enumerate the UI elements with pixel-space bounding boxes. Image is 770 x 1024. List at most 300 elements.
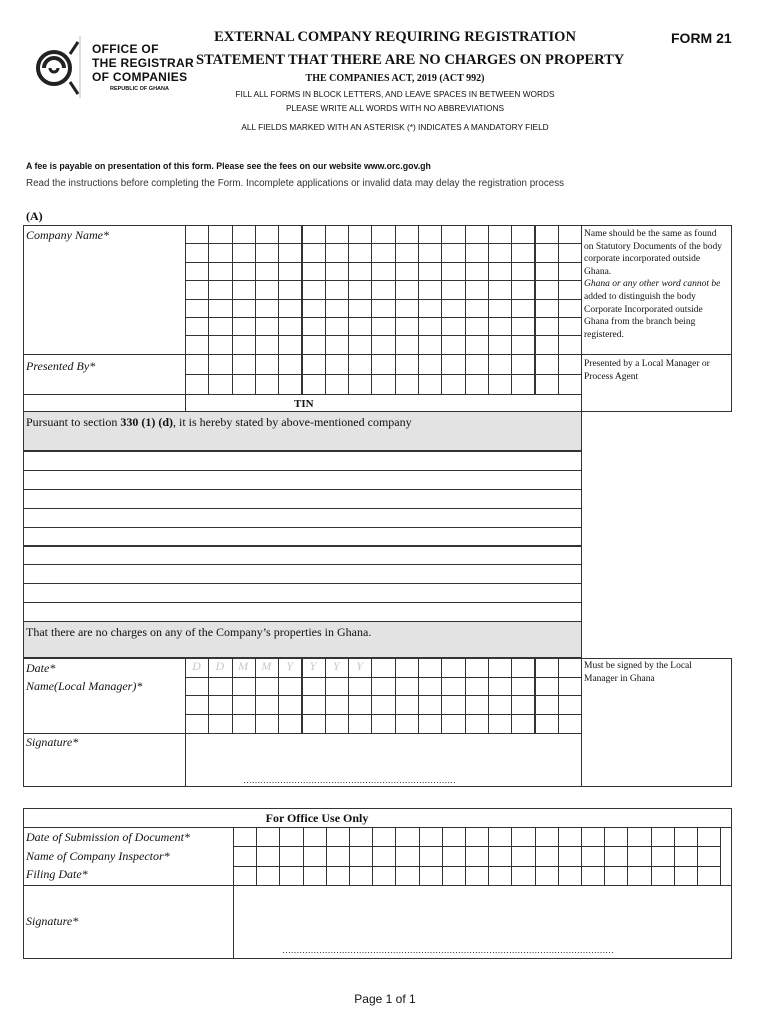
office-use-cell[interactable]: [651, 846, 675, 866]
company-name-cell[interactable]: [535, 335, 559, 354]
company-name-cell[interactable]: [465, 243, 489, 262]
company-name-cell[interactable]: [371, 299, 395, 318]
date-name-cell[interactable]: [511, 658, 535, 678]
date-placeholder: Y: [332, 659, 340, 673]
office-use-cell[interactable]: [256, 827, 280, 847]
date-name-cell[interactable]: [278, 677, 302, 697]
presented-by-cell[interactable]: [255, 374, 279, 395]
company-name-cell[interactable]: [232, 243, 256, 262]
company-name-cell[interactable]: [418, 225, 442, 244]
company-name-cell[interactable]: [371, 243, 395, 262]
presented-by-cell[interactable]: [535, 374, 559, 395]
office-use-cell[interactable]: [256, 846, 280, 866]
office-use-cell[interactable]: [372, 866, 396, 886]
company-name-cell[interactable]: [488, 299, 512, 318]
presented-by-cell[interactable]: [441, 354, 465, 375]
company-name-cell[interactable]: [535, 225, 559, 244]
office-use-cell[interactable]: [558, 827, 582, 847]
office-use-cell[interactable]: [465, 866, 489, 886]
date-name-cell[interactable]: [232, 714, 256, 734]
date-name-cell[interactable]: [511, 714, 535, 734]
date-name-cell[interactable]: [208, 714, 232, 734]
office-use-cell[interactable]: [372, 827, 396, 847]
date-name-cell[interactable]: [325, 677, 349, 697]
company-name-cell[interactable]: [208, 280, 232, 299]
office-use-cell[interactable]: [349, 827, 373, 847]
company-name-cell[interactable]: [371, 262, 395, 281]
company-name-cell[interactable]: [232, 335, 256, 354]
company-name-cell[interactable]: [465, 317, 489, 336]
company-name-cell[interactable]: [278, 317, 302, 336]
company-name-cell[interactable]: [441, 280, 465, 299]
office-use-cell[interactable]: [256, 866, 280, 886]
office-use-cell[interactable]: [303, 846, 327, 866]
presented-by-cell[interactable]: [348, 374, 372, 395]
office-use-cell[interactable]: [604, 846, 628, 866]
company-name-cell[interactable]: [441, 262, 465, 281]
office-use-cell[interactable]: [627, 866, 651, 886]
company-name-cell[interactable]: [395, 317, 419, 336]
company-name-cell[interactable]: [418, 335, 442, 354]
date-name-cell[interactable]: [488, 658, 512, 678]
company-name-cell[interactable]: [488, 262, 512, 281]
date-name-cell[interactable]: [325, 714, 349, 734]
company-name-cell[interactable]: [535, 262, 559, 281]
company-name-cell[interactable]: [348, 243, 372, 262]
company-name-cell[interactable]: [348, 262, 372, 281]
company-name-cell[interactable]: [278, 243, 302, 262]
company-name-cell[interactable]: [511, 280, 535, 299]
company-name-cell[interactable]: [535, 243, 559, 262]
company-name-cell[interactable]: [302, 243, 326, 262]
office-use-cell[interactable]: [326, 827, 350, 847]
company-name-cell[interactable]: [395, 262, 419, 281]
company-name-cell[interactable]: [302, 225, 326, 244]
company-name-cell[interactable]: [511, 243, 535, 262]
office-use-cell[interactable]: [581, 866, 605, 886]
office-use-cell[interactable]: [674, 846, 698, 866]
date-name-cell[interactable]: [441, 658, 465, 678]
company-name-cell[interactable]: [325, 280, 349, 299]
office-use-cell[interactable]: [419, 827, 443, 847]
date-name-cell[interactable]: [395, 695, 419, 715]
statement-line[interactable]: [23, 527, 582, 547]
company-name-cell[interactable]: [558, 243, 582, 262]
office-use-cell[interactable]: [303, 827, 327, 847]
company-name-cell[interactable]: [488, 335, 512, 354]
office-use-cell[interactable]: [279, 866, 303, 886]
company-name-cell[interactable]: [558, 280, 582, 299]
company-name-cell[interactable]: [488, 280, 512, 299]
date-name-cell[interactable]: [348, 714, 372, 734]
company-name-cell[interactable]: [302, 280, 326, 299]
presented-by-cell[interactable]: [465, 374, 489, 395]
date-name-cell[interactable]: [558, 658, 582, 678]
date-name-cell[interactable]: [255, 695, 279, 715]
office-use-cell[interactable]: [604, 827, 628, 847]
office-use-cell[interactable]: [535, 846, 559, 866]
date-name-cell[interactable]: [371, 714, 395, 734]
office-use-cell[interactable]: [651, 866, 675, 886]
company-name-cell[interactable]: [558, 262, 582, 281]
date-name-cell[interactable]: [302, 695, 326, 715]
office-use-cell[interactable]: [558, 846, 582, 866]
company-name-cell[interactable]: [255, 243, 279, 262]
date-name-cell[interactable]: [441, 714, 465, 734]
company-name-cell[interactable]: [325, 243, 349, 262]
date-name-cell[interactable]: [395, 714, 419, 734]
company-name-cell[interactable]: [535, 280, 559, 299]
company-name-cell[interactable]: [185, 335, 209, 354]
presented-by-cell[interactable]: [371, 374, 395, 395]
date-name-cell[interactable]: [348, 677, 372, 697]
date-name-cell[interactable]: [488, 714, 512, 734]
presented-by-cell[interactable]: [278, 374, 302, 395]
date-name-cell[interactable]: [278, 695, 302, 715]
office-use-cell[interactable]: [697, 846, 721, 866]
company-name-cell[interactable]: [255, 262, 279, 281]
statement-line[interactable]: [23, 546, 582, 566]
signature-label: Signature*: [26, 735, 79, 749]
presented-by-cell[interactable]: [232, 354, 256, 375]
office-use-cell[interactable]: [395, 846, 419, 866]
date-name-cell[interactable]: [465, 658, 489, 678]
company-name-cell[interactable]: [255, 335, 279, 354]
company-name-cell[interactable]: [325, 225, 349, 244]
office-use-cell[interactable]: [581, 846, 605, 866]
office-use-cell[interactable]: [419, 846, 443, 866]
presented-by-cell[interactable]: [488, 374, 512, 395]
company-name-cell[interactable]: [302, 317, 326, 336]
office-use-cell[interactable]: [535, 827, 559, 847]
statement-line[interactable]: [23, 489, 582, 509]
presented-by-cell[interactable]: [395, 354, 419, 375]
presented-by-cell[interactable]: [395, 374, 419, 395]
date-name-cell[interactable]: [255, 677, 279, 697]
company-name-cell[interactable]: [302, 262, 326, 281]
presented-by-cell[interactable]: [465, 354, 489, 375]
office-use-cell[interactable]: [303, 866, 327, 886]
office-use-cell[interactable]: [233, 846, 257, 866]
company-name-cell[interactable]: [255, 299, 279, 318]
statement-line[interactable]: [23, 602, 582, 622]
company-name-cell[interactable]: [511, 317, 535, 336]
company-name-cell[interactable]: [302, 335, 326, 354]
company-name-cell[interactable]: [208, 262, 232, 281]
company-name-cell[interactable]: [185, 225, 209, 244]
company-name-cell[interactable]: [511, 299, 535, 318]
office-use-cell[interactable]: [233, 827, 257, 847]
note-line: Must be signed by the Local: [584, 661, 692, 671]
date-name-cell[interactable]: [535, 677, 559, 697]
tin-label-cell: [23, 394, 582, 412]
presented-by-cell[interactable]: [185, 354, 209, 375]
company-name-cell[interactable]: [232, 225, 256, 244]
date-name-cell[interactable]: [465, 714, 489, 734]
date-name-cell[interactable]: [488, 677, 512, 697]
company-name-cell[interactable]: [371, 280, 395, 299]
date-name-cell[interactable]: [371, 695, 395, 715]
company-name-cell[interactable]: [418, 299, 442, 318]
presented-by-cell[interactable]: [302, 354, 326, 375]
company-name-cell[interactable]: [232, 299, 256, 318]
company-name-cell[interactable]: [348, 280, 372, 299]
signature-line[interactable]: …………………………………………………………………: [243, 775, 456, 785]
office-use-cell[interactable]: [674, 827, 698, 847]
date-name-cell[interactable]: [418, 658, 442, 678]
date-name-cell[interactable]: [208, 695, 232, 715]
statement-line[interactable]: [23, 451, 582, 471]
company-name-cell[interactable]: [371, 335, 395, 354]
office-use-cell[interactable]: [279, 846, 303, 866]
date-name-cell[interactable]: [418, 714, 442, 734]
office-use-cell[interactable]: [488, 827, 512, 847]
company-name-cell[interactable]: [535, 299, 559, 318]
company-name-cell[interactable]: [255, 317, 279, 336]
office-use-cell[interactable]: [442, 827, 466, 847]
presented-by-cell[interactable]: [208, 374, 232, 395]
office-use-cell[interactable]: [349, 846, 373, 866]
company-name-cell[interactable]: [232, 317, 256, 336]
company-name-cell[interactable]: [418, 317, 442, 336]
office-use-cell[interactable]: [395, 866, 419, 886]
presented-by-cell[interactable]: [418, 354, 442, 375]
company-name-cell[interactable]: [278, 299, 302, 318]
date-name-cell[interactable]: [348, 695, 372, 715]
date-name-cell[interactable]: [278, 714, 302, 734]
company-name-cell[interactable]: [278, 335, 302, 354]
company-name-cell[interactable]: [232, 280, 256, 299]
office-use-cell[interactable]: [488, 846, 512, 866]
company-name-cell[interactable]: [255, 280, 279, 299]
presented-by-cell[interactable]: [255, 354, 279, 375]
statement-line[interactable]: [23, 508, 582, 528]
office-use-cell[interactable]: [674, 866, 698, 886]
note-line: Manager in Ghana: [584, 673, 655, 684]
company-name-cell[interactable]: [325, 335, 349, 354]
date-name-cell[interactable]: [488, 695, 512, 715]
company-name-cell[interactable]: [465, 335, 489, 354]
presented-by-cell[interactable]: [558, 374, 582, 395]
office-use-cell[interactable]: [697, 827, 721, 847]
company-name-cell[interactable]: [208, 335, 232, 354]
date-name-cell[interactable]: [185, 695, 209, 715]
company-name-cell[interactable]: [371, 317, 395, 336]
company-name-cell[interactable]: [441, 225, 465, 244]
company-name-cell[interactable]: [325, 299, 349, 318]
date-name-cell[interactable]: [511, 695, 535, 715]
office-use-cell[interactable]: [442, 846, 466, 866]
office-use-cell[interactable]: [697, 866, 721, 886]
date-name-cell[interactable]: [418, 677, 442, 697]
date-name-cell[interactable]: [232, 677, 256, 697]
company-name-cell[interactable]: [371, 225, 395, 244]
company-name-cell[interactable]: [395, 335, 419, 354]
company-name-cell[interactable]: [208, 317, 232, 336]
company-name-cell[interactable]: [208, 243, 232, 262]
date-name-cell[interactable]: [418, 695, 442, 715]
company-name-cell[interactable]: [441, 299, 465, 318]
date-name-cell[interactable]: [208, 677, 232, 697]
statement-lines[interactable]: [23, 451, 582, 621]
office-use-cell[interactable]: [233, 866, 257, 886]
presented-by-cell[interactable]: [441, 374, 465, 395]
presented-by-cell[interactable]: [511, 374, 535, 395]
act-reference: THE COMPANIES ACT, 2019 (ACT 992): [305, 73, 485, 84]
date-name-cell[interactable]: [511, 677, 535, 697]
office-use-cell[interactable]: [558, 866, 582, 886]
office-use-cell[interactable]: [279, 827, 303, 847]
date-name-cell[interactable]: [325, 695, 349, 715]
date-placeholder: M: [238, 659, 249, 673]
date-name-cell[interactable]: [371, 677, 395, 697]
presented-by-cell[interactable]: [325, 354, 349, 375]
office-use-cell[interactable]: [419, 866, 443, 886]
office-use-cell[interactable]: [511, 846, 535, 866]
company-name-cell[interactable]: [232, 262, 256, 281]
company-name-cell[interactable]: [418, 280, 442, 299]
date-name-cell[interactable]: [535, 714, 559, 734]
date-name-cell[interactable]: [465, 677, 489, 697]
date-name-cell[interactable]: [441, 695, 465, 715]
company-name-cell[interactable]: [418, 262, 442, 281]
office-use-cell[interactable]: [604, 866, 628, 886]
office-use-cell[interactable]: [465, 827, 489, 847]
company-name-cell[interactable]: [418, 243, 442, 262]
office-use-cell[interactable]: [511, 827, 535, 847]
office-use-cell[interactable]: [581, 827, 605, 847]
note-line: Corporate Incorporated outside: [584, 304, 703, 315]
office-use-cell[interactable]: [395, 827, 419, 847]
company-name-cell[interactable]: [185, 243, 209, 262]
company-name-cell[interactable]: [185, 317, 209, 336]
office-use-cell[interactable]: [372, 846, 396, 866]
presented-by-cell[interactable]: [488, 354, 512, 375]
office-signature-line[interactable]: ………………………………………………………………………………………………………: [282, 945, 614, 955]
date-name-cell[interactable]: [185, 714, 209, 734]
company-name-cell[interactable]: [558, 317, 582, 336]
company-name-cell[interactable]: [348, 299, 372, 318]
date-name-cell[interactable]: [395, 677, 419, 697]
company-name-cell[interactable]: [185, 262, 209, 281]
company-name-cell[interactable]: [558, 299, 582, 318]
office-use-cell[interactable]: [326, 866, 350, 886]
presented-by-cell[interactable]: [185, 374, 209, 395]
date-name-cell[interactable]: [302, 677, 326, 697]
no-charges-text: That there are no charges on any of the Company’s properties in Ghana.: [26, 625, 372, 639]
date-name-cell[interactable]: [232, 695, 256, 715]
company-name-cell[interactable]: [208, 225, 232, 244]
company-name-cell[interactable]: [465, 262, 489, 281]
company-name-cell[interactable]: [511, 335, 535, 354]
company-name-cell[interactable]: [465, 280, 489, 299]
date-name-cell[interactable]: [255, 714, 279, 734]
company-name-cell[interactable]: [511, 225, 535, 244]
office-use-cell[interactable]: [627, 846, 651, 866]
company-name-cell[interactable]: [302, 299, 326, 318]
date-name-cell[interactable]: [558, 695, 582, 715]
date-placeholder: Y: [356, 659, 363, 673]
date-name-cell[interactable]: [441, 677, 465, 697]
company-name-cell[interactable]: [441, 243, 465, 262]
date-name-cell[interactable]: [535, 658, 559, 678]
statement-line[interactable]: [23, 470, 582, 490]
office-use-cell[interactable]: [442, 866, 466, 886]
company-name-cell[interactable]: [558, 335, 582, 354]
company-name-cell[interactable]: [488, 243, 512, 262]
company-name-cell[interactable]: [348, 225, 372, 244]
office-use-cell[interactable]: [488, 866, 512, 886]
company-name-cell[interactable]: [441, 335, 465, 354]
company-name-cell[interactable]: [395, 299, 419, 318]
presented-by-cell[interactable]: [418, 374, 442, 395]
company-name-cell[interactable]: [208, 299, 232, 318]
company-name-cell[interactable]: [325, 262, 349, 281]
company-name-cell[interactable]: [465, 299, 489, 318]
date-name-cell[interactable]: [395, 658, 419, 678]
office-use-cell[interactable]: [627, 827, 651, 847]
company-name-cell[interactable]: [488, 225, 512, 244]
company-name-cell[interactable]: [488, 317, 512, 336]
company-name-cell[interactable]: [465, 225, 489, 244]
company-name-cell[interactable]: [348, 317, 372, 336]
company-name-cell[interactable]: [185, 280, 209, 299]
company-name-cell[interactable]: [395, 225, 419, 244]
note-line: Process Agent: [584, 371, 639, 382]
company-name-cell[interactable]: [278, 280, 302, 299]
presented-by-cell[interactable]: [278, 354, 302, 375]
date-name-cell[interactable]: [371, 658, 395, 678]
presented-by-cell[interactable]: [348, 354, 372, 375]
presented-by-cell[interactable]: [232, 374, 256, 395]
company-name-cell[interactable]: [535, 317, 559, 336]
company-name-cell[interactable]: [255, 225, 279, 244]
office-use-cell[interactable]: [511, 866, 535, 886]
company-name-cell[interactable]: [278, 225, 302, 244]
office-use-cell[interactable]: [651, 827, 675, 847]
date-name-cell[interactable]: [558, 714, 582, 734]
presented-by-cell[interactable]: [208, 354, 232, 375]
office-use-cell[interactable]: [326, 846, 350, 866]
company-name-cell[interactable]: [511, 262, 535, 281]
company-name-cell[interactable]: [185, 299, 209, 318]
statement-line[interactable]: [23, 564, 582, 584]
presented-by-cell[interactable]: [302, 374, 326, 395]
office-use-cell[interactable]: [349, 866, 373, 886]
company-name-cell[interactable]: [441, 317, 465, 336]
company-name-cell[interactable]: [348, 335, 372, 354]
presented-by-cell[interactable]: [558, 354, 582, 375]
company-name-cell[interactable]: [395, 243, 419, 262]
company-name-cell[interactable]: [395, 280, 419, 299]
presented-by-cell[interactable]: [535, 354, 559, 375]
date-name-cell[interactable]: [535, 695, 559, 715]
company-name-cell[interactable]: [278, 262, 302, 281]
date-name-cell[interactable]: [558, 677, 582, 697]
company-name-cell[interactable]: [325, 317, 349, 336]
company-name-cell[interactable]: [558, 225, 582, 244]
date-name-cell[interactable]: [465, 695, 489, 715]
office-use-cell[interactable]: [535, 866, 559, 886]
presented-by-cell[interactable]: [511, 354, 535, 375]
statement-line[interactable]: [23, 583, 582, 603]
presented-by-cell[interactable]: [371, 354, 395, 375]
office-use-cell[interactable]: [465, 846, 489, 866]
date-name-cell[interactable]: [185, 677, 209, 697]
presented-by-cell[interactable]: [325, 374, 349, 395]
company-name-note: [584, 228, 732, 341]
date-name-cell[interactable]: [302, 714, 326, 734]
